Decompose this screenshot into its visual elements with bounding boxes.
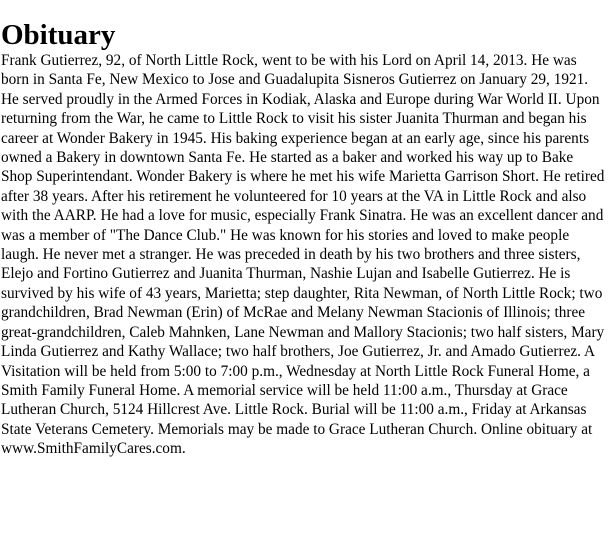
- page-title: Obituary: [1, 19, 116, 51]
- obituary-body-text: Frank Gutierrez, 92, of North Little Rock, went to be with his Lord on April 14, 2013. He was born in Santa Fe, New Mexico to Jose and Guadalupita Sisneros Gutierrez on January 29, 1921. He served proudly in the Armed Forces in Kodiak, Alaska and Europe during War World II. Upon returning from the War, he came to Little Rock to visit his sister Juanita Thurman and began his career at Wonder Bakery in 1945. His baking experience began at an early age, since his parents owned a Bakery in downtown Santa Fe. He started as a baker and worked his way up to Bake Shop Superintendant. Wonder Bakery is where he met his wife Marietta Garrison Short. He retired after 38 years. After his retirement he volunteered for 10 years at the VA in Little Rock and also with the AARP. He had a love for music, especially Frank Sinatra. He was an excellent dancer and was a member of "The Dance Club." He was known for his stories and loved to make people laugh. He never met a stranger. He was preceded in death by his two brothers and three sisters, Elejo and Fortino Gutierrez and Juanita Thurman, Nashie Lujan and Isabelle Gutierrez. He is survived by his wife of 43 years, Marietta; step daughter, Rita Newman, of North Little Rock; two grandchildren, Brad Newman (Erin) of McRae and Melany Newman Stacionis of Illinois; three great-grandchildren, Caleb Mahnken, Lane Newman and Mallory Stacionis; two half sisters, Mary Linda Gutierrez and Kathy Wallace; two half brothers, Joe Gutierrez, Jr. and Amado Gutierrez. A Visitation will be held from 5:00 to 7:00 p.m., Wednesday at North Little Rock Funeral Home, a Smith Family Funeral Home. A memorial service will be held 11:00 a.m., Thursday at Grace Lutheran Church, 5124 Hillcrest Ave. Little Rock. Burial will be 11:00 a.m., Friday at Arkansas State Veterans Cemetery. Memorials may be made to Grace Lutheran Church. Online obituary at www.SmithFamilyCares.com.: [1, 52, 605, 458]
